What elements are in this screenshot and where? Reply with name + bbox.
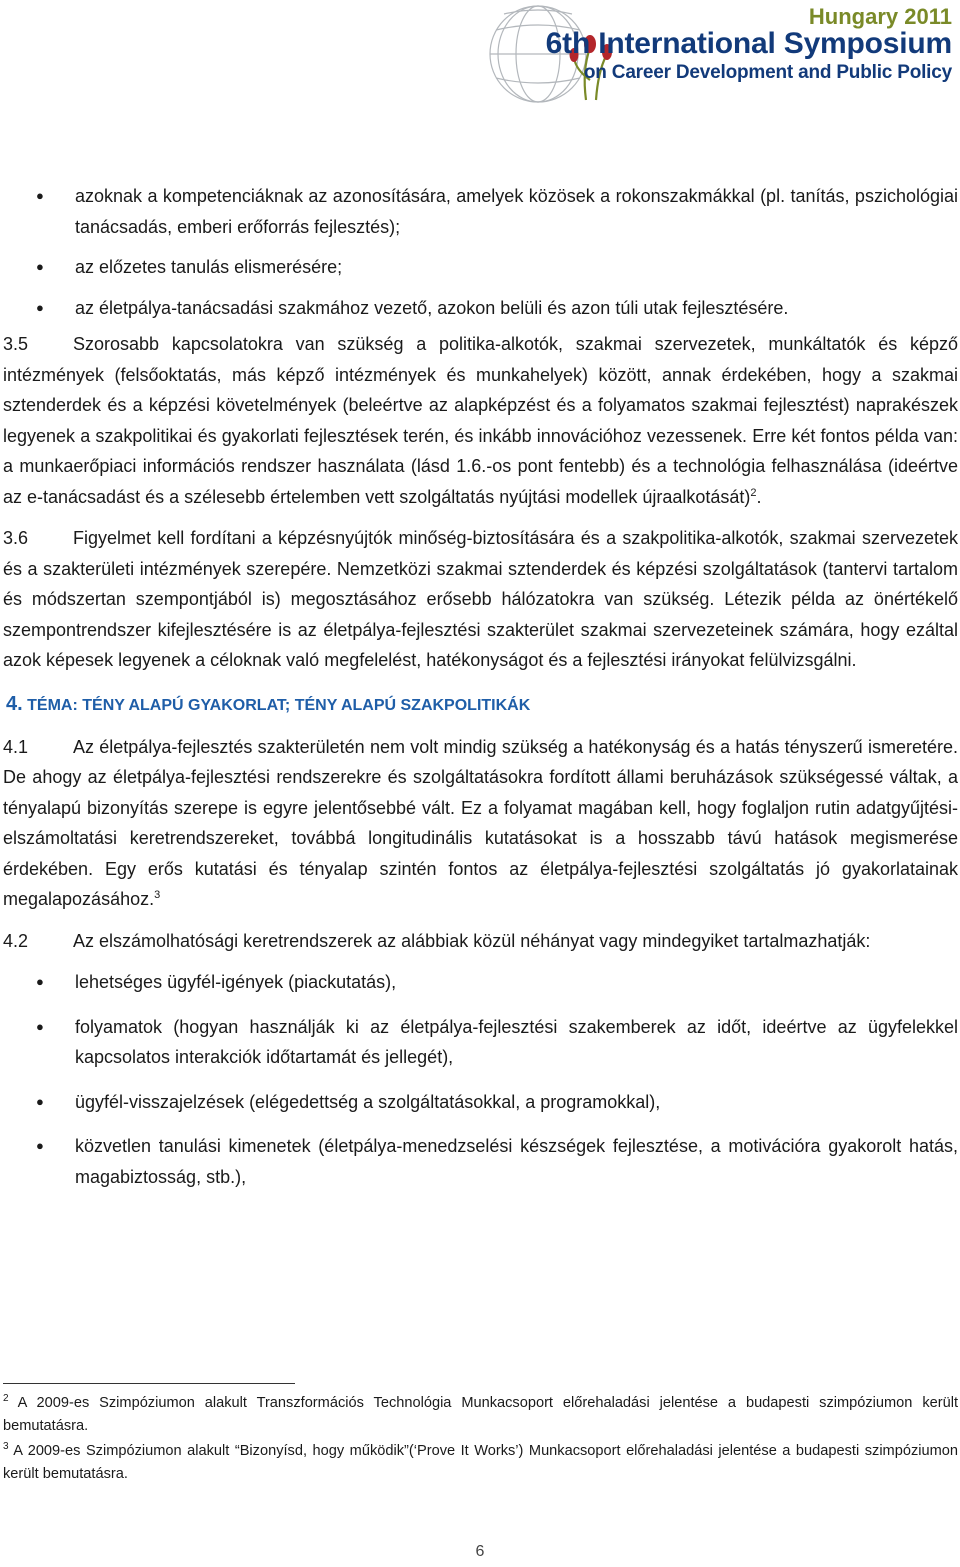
footnote-ref: 3 [154,889,161,901]
footnote-number: 2 [3,1393,9,1405]
list-item: ● ügyfél-visszajelzések (elégedettség a szolgáltatásokkal, a programokkal), [3,1087,958,1118]
symposium-header [478,0,960,108]
list-item: ● az életpálya-tanácsadási szakmához vezető, azokon belüli és azon túli utak fejlesztésére. [3,293,958,324]
footnote-text: A 2009-es Szimpóziumon alakult Transzformációs Technológia Munkacsoport előrehaladási jelentése a budapesti szimpóziumon került bemutatásra. [3,1395,959,1434]
section-title: TÉMA: TÉNY ALAPÚ GYAKORLAT; TÉNY ALAPÚ SZAKPOLITIKÁK [27,696,531,714]
list-item: ● lehetséges ügyfél-igények (piackutatás), [3,967,958,998]
paragraph-4-1 [3,732,958,915]
footnote-number: 3 [3,1441,9,1453]
header-year: Hungary 2011 [808,4,952,29]
paragraph-text: Szorosabb kapcsolatokra van szükség a politika-alkotók, szakmai szervezetek, munkáltatók és képző intézmények (felsőoktatás, más képző intézmények és munkahelyek) között, annak érdekében, hogy a szakmai sztenderdek és a képzési követelmények (beleértve az alapképzést és a folyamatos szakmai fejlesztést) naprakészek legyenek a szakpolitikai és gyakorlati fejlesztések terén, és inkább innovációhoz vezessenek. Erre két fontos példa van: a munkaerőpiaci információs rendszer használata (lásd 1.6.-os pont fentebb) és a technológia felhasználása (ideértve az e-tanácsadást és a szélesebb értelemben vett szolgáltatás nyújtási modellek újraalkotását) [3,334,958,507]
bullet-list-frameworks [3,967,958,1192]
paragraph-number: 3.5 [3,334,29,354]
paragraph-text: Az elszámolhatósági keretrendszerek az alábbiak közül néhányat vagy mindegyiket tartalmazhatják: [73,930,871,951]
paragraph-3-6 [3,523,958,676]
bullet-list-competencies [3,181,958,323]
paragraph-tail: . [756,486,762,507]
section-heading-4 [6,690,958,720]
section-number: 4. [6,692,23,715]
paragraph-number: 4.1 [3,736,29,757]
header-title: 6th International Symposium [545,27,952,60]
page-number: 6 [475,1543,485,1560]
list-item: ● közvetlen tanulási kimenetek (életpálya-menedzselési készségek fejlesztése, a motivációra gyakorolt hatás, magabiztosság, stb.), [3,1131,958,1192]
list-item: ● az előzetes tanulás elismerésére; [3,252,958,283]
footnote-divider [3,1383,295,1384]
paragraph-text: Figyelmet kell fordítani a képzésnyújtók minőség-biztosítására és a szakpolitika-alkotók, szakmai szervezetek és a szakterületi intézmények szerepére. Nemzetközi szakmai sztenderdek és képzési szolgáltatások (tantervi tartalom és módszertan szempontjából is) megosztásához erősebb hálózatokra van szükség. Létezik példa az önértékelő szempontrendszer kifejlesztésére is az életpálya-fejlesztési szakterület szakmai szervezeteinek számára, hogy ezáltal azok képesek legyenek a céloknak való megfelelést, hatékonyságot és a fejlesztési irányokat felülvizsgálni. [3,528,958,670]
paragraph-text: Az életpálya-fejlesztés szakterületén nem volt mindig szükség a hatékonyság és a hatás tényszerű ismeretére. De ahogy az életpálya-fejlesztési rendszerekre és szolgáltatásokra fordított állami beruházások szükségessé váltak, a tényalapú bizonyítás szerepe is egyre jelentősebbé vált. Ez a folyamat magában kell, hogy foglaljon rutin adatgyűjtési-elszámoltatási keretrendszereket, továbbá longitudinális kutatásokat is a hosszabb távú hatások megismerése érdekében. Egy erős kutatási és tényalap szintén fontos az életpálya-fejlesztési szolgáltatás jó gyakorlatainak megalapozásához. [3,736,958,909]
footnotes [3,1392,958,1488]
document-body [3,181,958,1206]
list-item: ● azoknak a kompetenciáknak az azonosítására, amelyek közösek a rokonszakmákkal (pl. tanítás, pszichológiai tanácsadás, emberi erőforrás fejlesztés); [3,181,958,242]
paragraph-3-5 [3,329,958,512]
list-item: ● folyamatok (hogyan használják ki az életpálya-fejlesztési szakemberek az időt, ideértve az ügyfelekkel kapcsolatos interakciók időtartamát és jellegét), [3,1012,958,1073]
footnote-3 [3,1440,958,1486]
footnote-text: A 2009-es Szimpóziumon alakult “Bizonyísd, hogy működik”(‘Prove It Works’) Munkacsoport előrehaladási jelentése a budapesti szimpóziumon került bemutatásra. [3,1443,958,1482]
header-subtitle: on Career Development and Public Policy [583,62,952,83]
footnote-2 [3,1392,958,1438]
footnote-ref: 2 [750,486,757,499]
paragraph-number: 4.2 [3,930,29,951]
paragraph-number: 3.6 [3,528,29,548]
paragraph-4-2 [3,926,958,957]
